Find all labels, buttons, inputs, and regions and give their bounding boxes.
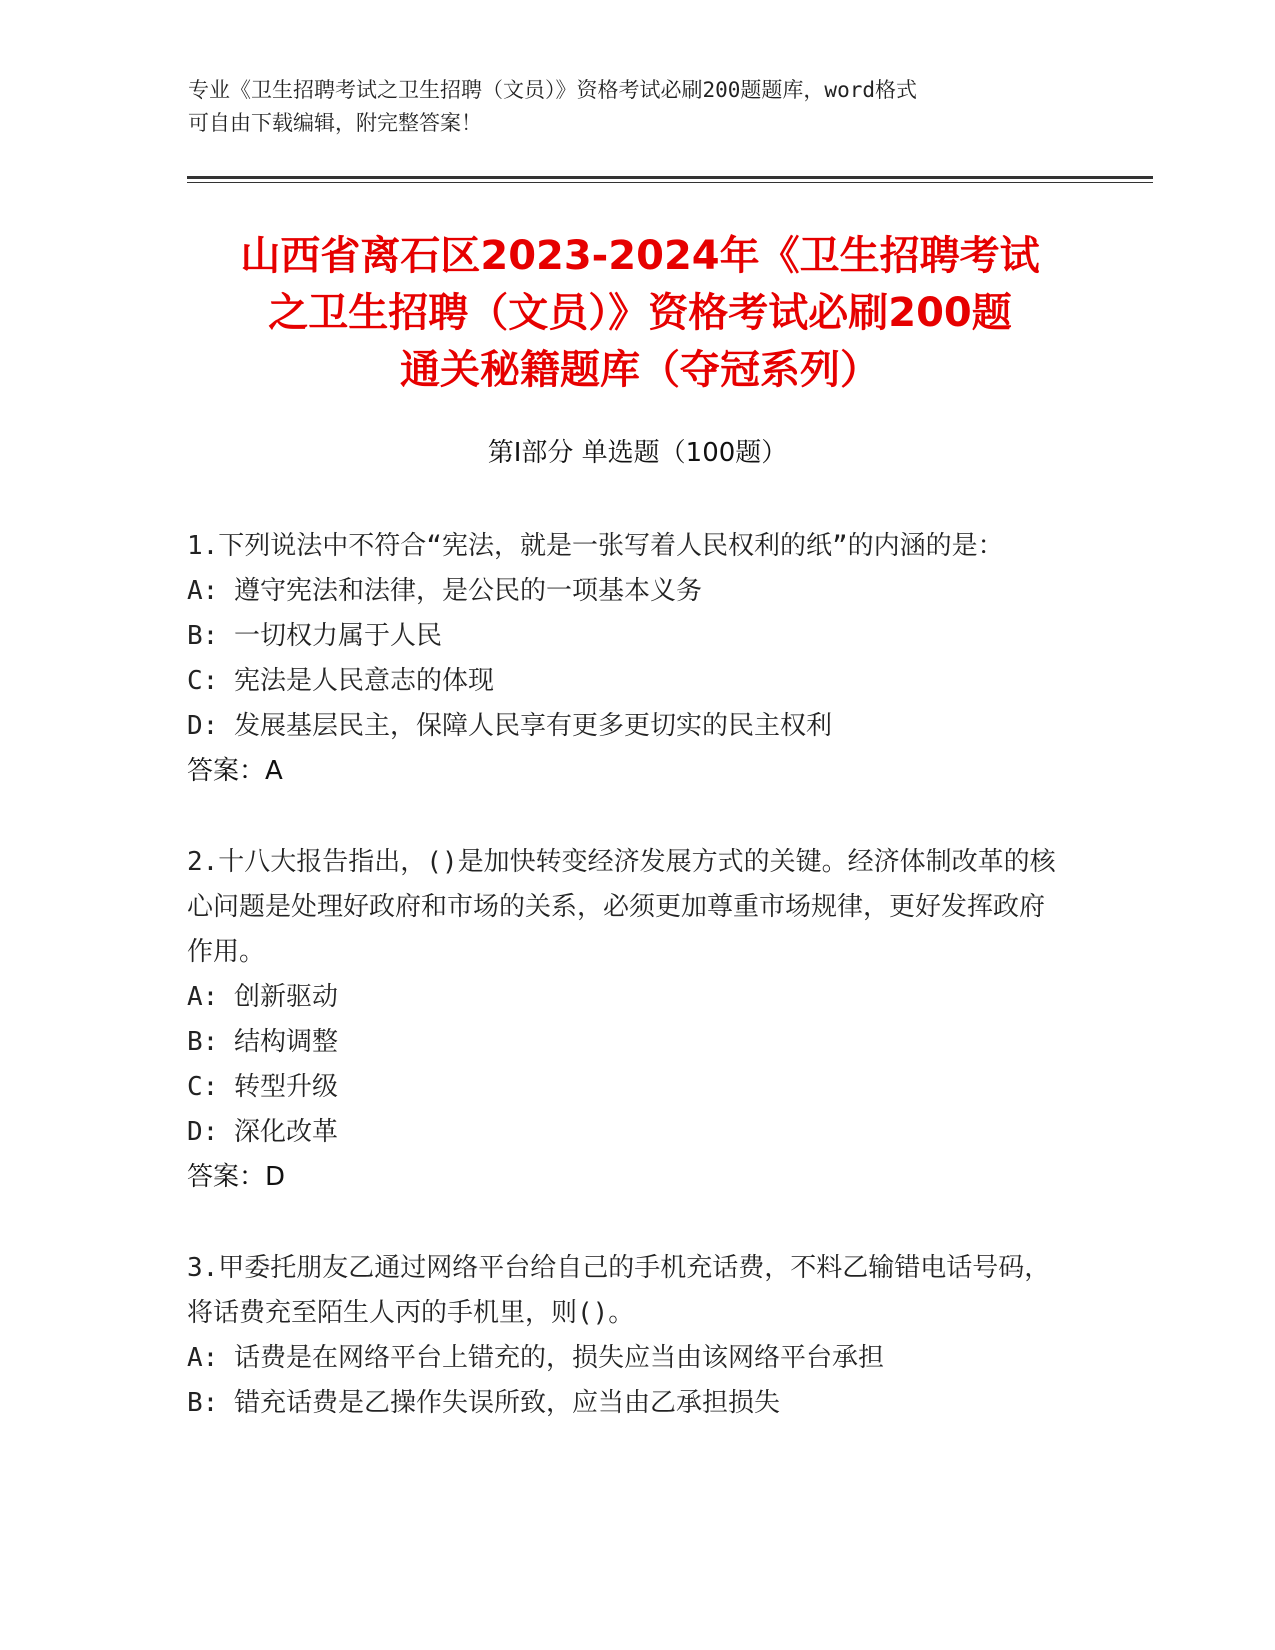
question-option-b: B: 结构调整 — [187, 1027, 338, 1057]
header-divider-thin — [187, 182, 1153, 183]
question-option-a: A: 创新驱动 — [187, 982, 338, 1012]
question-option-a: A: 遵守宪法和法律，是公民的一项基本义务 — [187, 576, 702, 606]
document-title-line-1: 山西省离石区2023-2024年《卫生招聘考试 — [240, 233, 1040, 279]
document-title-line-3: 通关秘籍题库（夺冠系列） — [400, 347, 880, 393]
header-note-line-1: 专业《卫生招聘考试之卫生招聘（文员）》资格考试必刷200题题库，word格式 — [188, 78, 917, 102]
question-stem: 2.十八大报告指出，()是加快转变经济发展方式的关键。经济体制改革的核心问题是处理好政府和市场的关系，必须更加尊重市场规律，更好发挥政府作用。 — [187, 847, 1056, 967]
header-note-line-2: 可自由下载编辑，附完整答案！ — [188, 111, 482, 135]
header-divider-thick — [187, 176, 1153, 179]
question-option-d: D: 发展基层民主，保障人民享有更多更切实的民主权利 — [187, 711, 832, 741]
section-heading: 第Ⅰ部分 单选题（100题） — [487, 438, 788, 468]
question-stem: 3.甲委托朋友乙通过网络平台给自己的手机充话费，不料乙输错电话号码，将话费充至陌生人丙的手机里，则()。 — [187, 1253, 1051, 1328]
question-list — [187, 524, 1067, 1472]
question-answer: 答案：A — [187, 756, 283, 786]
question-option-b: B: 错充话费是乙操作失误所致，应当由乙承担损失 — [187, 1388, 780, 1418]
question-stem: 1.下列说法中不符合“宪法，就是一张写着人民权利的纸”的内涵的是： — [187, 531, 1004, 561]
question-option-b: B: 一切权力属于人民 — [187, 621, 442, 651]
question-item — [187, 524, 1067, 794]
header-note — [188, 74, 1068, 140]
question-option-d: D: 深化改革 — [187, 1117, 338, 1147]
question-option-a: A: 话费是在网络平台上错充的，损失应当由该网络平台承担 — [187, 1343, 884, 1373]
question-option-c: C: 宪法是人民意志的体现 — [187, 666, 494, 696]
question-item — [187, 840, 1067, 1200]
document-title-line-2: 之卫生招聘（文员）》资格考试必刷200题 — [268, 290, 1012, 336]
document-title — [190, 228, 1090, 399]
question-option-c: C: 转型升级 — [187, 1072, 338, 1102]
question-item — [187, 1246, 1067, 1426]
question-answer: 答案：D — [187, 1162, 286, 1192]
